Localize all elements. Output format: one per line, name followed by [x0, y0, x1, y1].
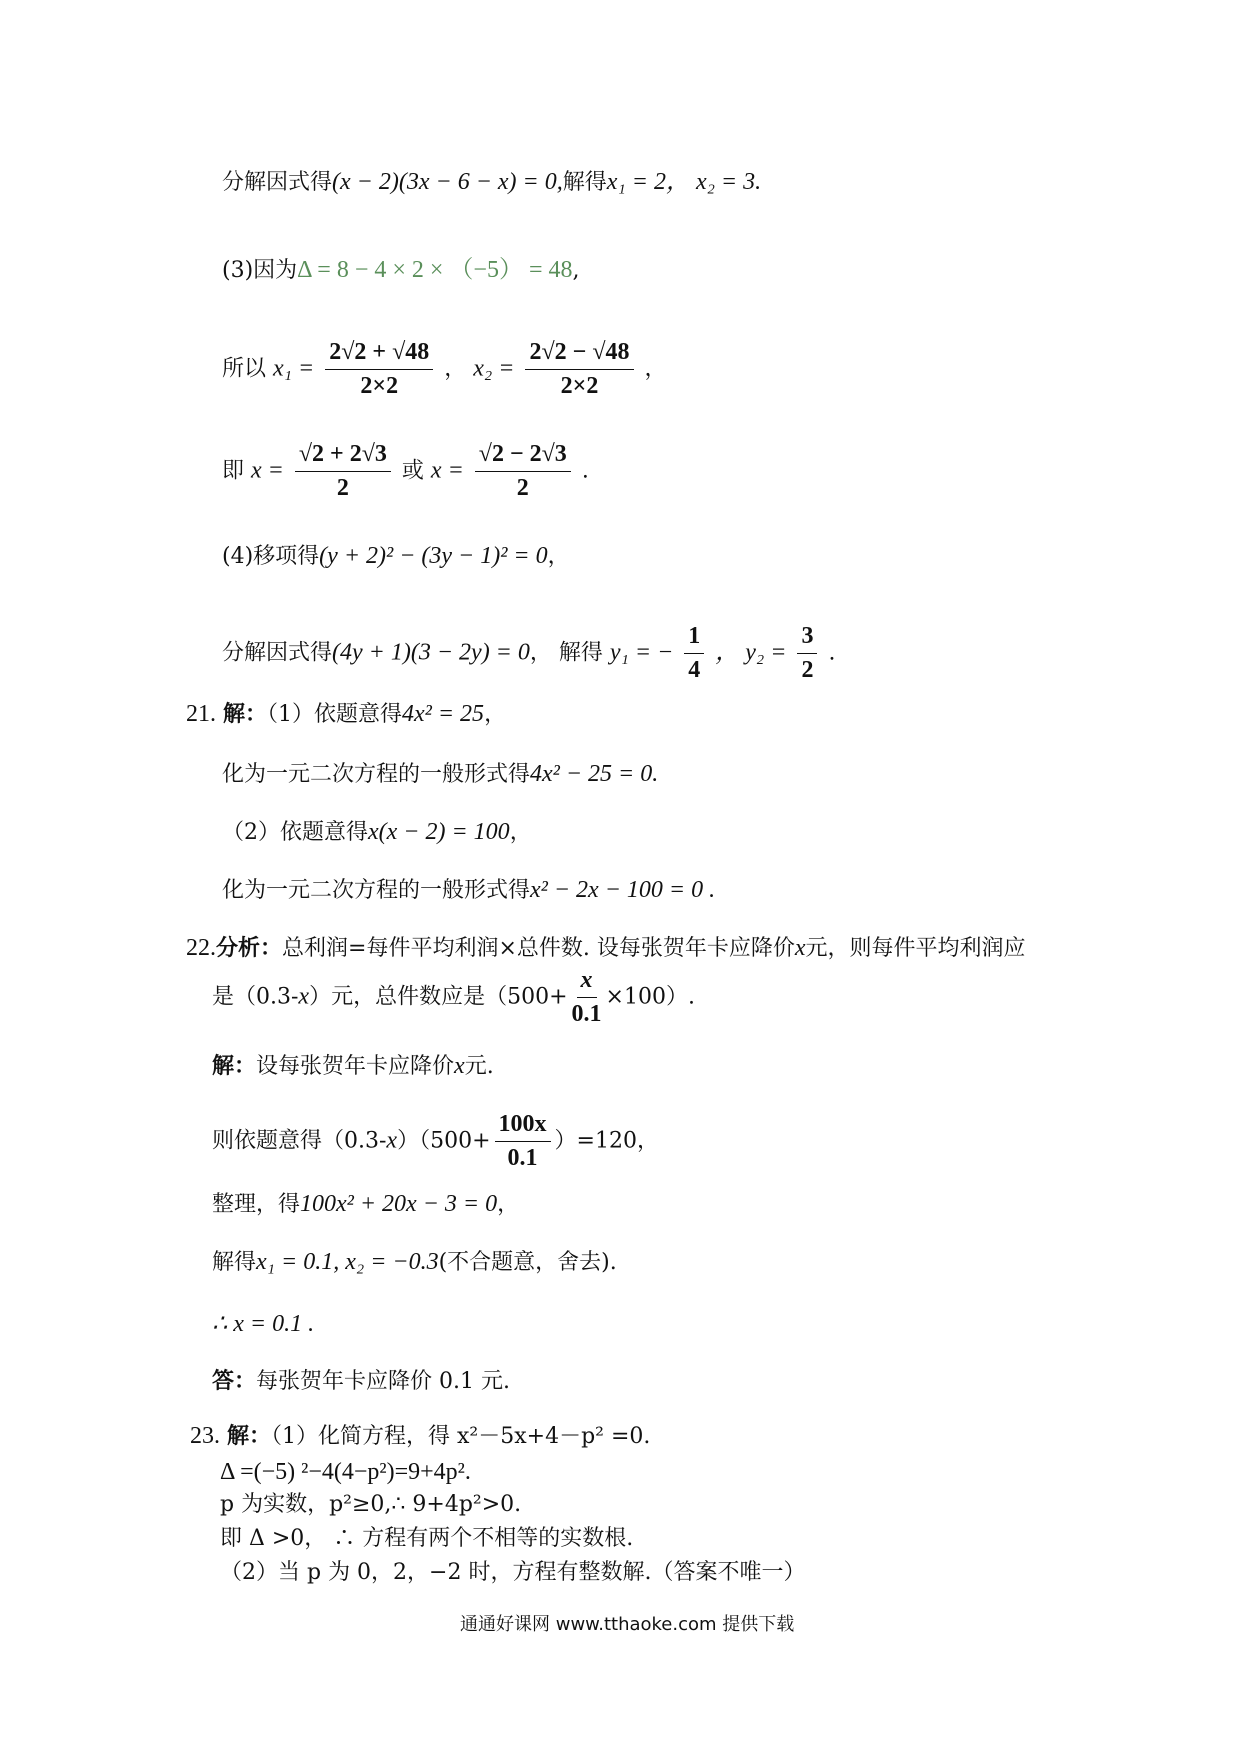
- equation: x(x − 2) = 100: [368, 819, 510, 845]
- analysis-fraction: [572, 966, 602, 1029]
- equation: 4x² = 25: [402, 701, 485, 727]
- punctuation: ，: [497, 1192, 520, 1217]
- q22-solve-line: [212, 1052, 494, 1081]
- numerator: 2√2 − √48: [525, 338, 633, 370]
- line-text: 元，则每件平均利润应: [805, 936, 1026, 961]
- punctuation: ,: [572, 258, 580, 283]
- or-word: 或: [401, 458, 424, 484]
- line-text: ）（500+: [397, 1128, 491, 1154]
- line-text: ）=120，: [554, 1128, 659, 1154]
- line-text: （1）依题意得: [267, 702, 403, 727]
- x-lhs: x =: [430, 457, 464, 484]
- q22-solved-line: [212, 1248, 617, 1277]
- line-text: 设每张贺年卡应降价: [256, 1054, 455, 1079]
- roots: x₁ = 0.1, x₂ = −0.3: [256, 1249, 439, 1275]
- line-text: 化为一元二次方程的一般形式得: [222, 878, 531, 903]
- x2-lhs: x₂ =: [473, 355, 515, 382]
- line-text: 解得: [212, 1250, 257, 1275]
- line-text: 是（0.3-: [212, 984, 299, 1010]
- solve-label: 解：: [212, 1053, 257, 1079]
- equation: x² − 2x − 100 = 0 .: [530, 877, 716, 903]
- y1-lhs: y₁ = −: [609, 639, 674, 666]
- page-footer: [460, 1614, 794, 1636]
- solution-line-4: [222, 440, 589, 503]
- answer-text: 每张贺年卡应降价 0.1 元.: [256, 1369, 510, 1394]
- numerator: 100x: [495, 1110, 551, 1142]
- line-text: Δ =(−5) ²−4(4−p²)=9+4p².: [220, 1459, 471, 1485]
- line-text: 化为一元二次方程的一般形式得: [222, 762, 531, 787]
- equation: 100x² + 20x − 3 = 0: [300, 1191, 498, 1217]
- solution-line-5: [222, 542, 570, 571]
- variable: x: [298, 983, 310, 1010]
- line-text: ×100）.: [605, 984, 695, 1010]
- x1-lhs: x₁ =: [273, 355, 315, 382]
- denominator: 2×2: [560, 372, 599, 399]
- punctuation: .: [581, 458, 589, 484]
- line-text: 整理，得: [212, 1192, 301, 1217]
- line-text: 则依题意得（0.3-: [212, 1128, 387, 1154]
- punctuation: ，: [509, 820, 532, 845]
- line-text: (不合题意，舍去).: [438, 1250, 617, 1275]
- answer-label: 答：: [212, 1368, 257, 1394]
- line-text: （2）当 p 为 0，2，−2 时，方程有整数解.（答案不唯一）: [220, 1560, 806, 1585]
- solve-label: 解：: [223, 701, 268, 727]
- line-text: 总利润=每件平均利润×总件数. 设每张贺年卡应降价: [282, 936, 795, 961]
- q23-line-1: [190, 1422, 650, 1451]
- denominator: 2: [516, 474, 529, 501]
- footer-text: 通通好课网 www.tthaoke.com 提供下载: [460, 1614, 795, 1635]
- q21-line-3: [222, 818, 532, 847]
- denominator: 2: [336, 474, 349, 501]
- q21-line-2: [222, 760, 658, 789]
- numerator: √2 − 2√3: [475, 440, 571, 472]
- discriminant-equation: Δ = 8 − 4 × 2 × （−5） = 48: [297, 257, 573, 283]
- line-text: 解得: [562, 170, 607, 195]
- punctuation: ，: [547, 544, 570, 569]
- question-number: 21.: [186, 701, 216, 727]
- line-label: (3)因为: [222, 258, 298, 283]
- q23-line-4: [220, 1526, 633, 1552]
- x-lhs: x =: [251, 457, 284, 484]
- punctuation: .: [828, 640, 836, 666]
- denominator: 0.1: [507, 1144, 538, 1171]
- q23-line-2: [220, 1458, 471, 1487]
- line-text: 即: [222, 458, 245, 484]
- variable: x: [794, 935, 806, 961]
- factored-equation: (4y + 1)(3 − 2y) = 0: [332, 639, 530, 666]
- line-text: ）元，总件数应是（500+: [309, 984, 568, 1010]
- y2-lhs: ， y₂ =: [715, 639, 787, 666]
- line-text: p 为实数，p²≥0,∴ 9+4p²>0.: [220, 1492, 522, 1517]
- solution-line-6: [222, 622, 835, 685]
- equation-fraction: [495, 1110, 551, 1173]
- denominator: 2×2: [360, 372, 399, 399]
- q23-line-3: [220, 1492, 521, 1518]
- q21-line-1: [186, 700, 506, 729]
- question-number: 22.: [186, 935, 216, 961]
- question-number: 23.: [190, 1423, 220, 1449]
- punctuation: ，: [644, 356, 667, 382]
- q21-line-4: [222, 876, 715, 905]
- y2-fraction: [797, 622, 817, 685]
- x2-fraction: [525, 338, 633, 401]
- line-text: ， 解得: [529, 640, 603, 666]
- line-text: 所以: [222, 356, 267, 382]
- variable: x: [454, 1053, 465, 1079]
- factored-equation: (x − 2)(3x − 6 − x) = 0,: [332, 169, 563, 195]
- line-text: （1）化简方程，得 x²－5x+4－p² =0.: [271, 1424, 651, 1449]
- variable: x: [386, 1127, 398, 1154]
- numerator: 3: [797, 622, 817, 654]
- x1-fraction: [325, 338, 433, 401]
- line-label: (4)移项得: [222, 544, 320, 569]
- root-fraction-1: [295, 440, 391, 503]
- line-text: （2）依题意得: [222, 820, 368, 845]
- analysis-label: 分析：: [216, 935, 283, 961]
- numerator: x: [577, 966, 597, 998]
- root-fraction-2: [475, 440, 571, 503]
- punctuation: ，: [444, 356, 467, 382]
- q22-simplify-line: [212, 1190, 519, 1219]
- q22-line-2: [212, 966, 695, 1029]
- line-text: 元.: [464, 1054, 494, 1079]
- solution-line-3: [222, 338, 667, 401]
- numerator: √2 + 2√3: [295, 440, 391, 472]
- denominator: 0.1: [571, 1000, 602, 1027]
- conclusion: ∴ x = 0.1 .: [212, 1311, 315, 1337]
- numerator: 1: [684, 622, 704, 654]
- solve-label: 解：: [227, 1423, 272, 1449]
- denominator: 2: [801, 656, 814, 683]
- solution-line-1: [222, 168, 761, 197]
- equation: 4x² − 25 = 0.: [530, 761, 659, 787]
- line-text: 分解因式得: [222, 640, 333, 666]
- numerator: 2√2 + √48: [325, 338, 433, 370]
- roots: x₁ = 2， x₂ = 3.: [606, 169, 762, 195]
- y1-fraction: [684, 622, 704, 685]
- moved-equation: (y + 2)² − (3y − 1)² = 0: [319, 543, 548, 569]
- denominator: 4: [688, 656, 701, 683]
- line-text: 分解因式得: [222, 170, 333, 195]
- q22-answer-line: [212, 1368, 510, 1395]
- q22-line-1: [186, 934, 1026, 963]
- q23-line-5: [220, 1560, 805, 1586]
- q22-equation-line: [212, 1110, 659, 1173]
- q22-therefore-line: [212, 1310, 314, 1339]
- punctuation: ，: [484, 702, 507, 727]
- line-text: 即 Δ >0， ∴ 方程有两个不相等的实数根.: [220, 1526, 634, 1551]
- solution-line-2: [222, 256, 580, 285]
